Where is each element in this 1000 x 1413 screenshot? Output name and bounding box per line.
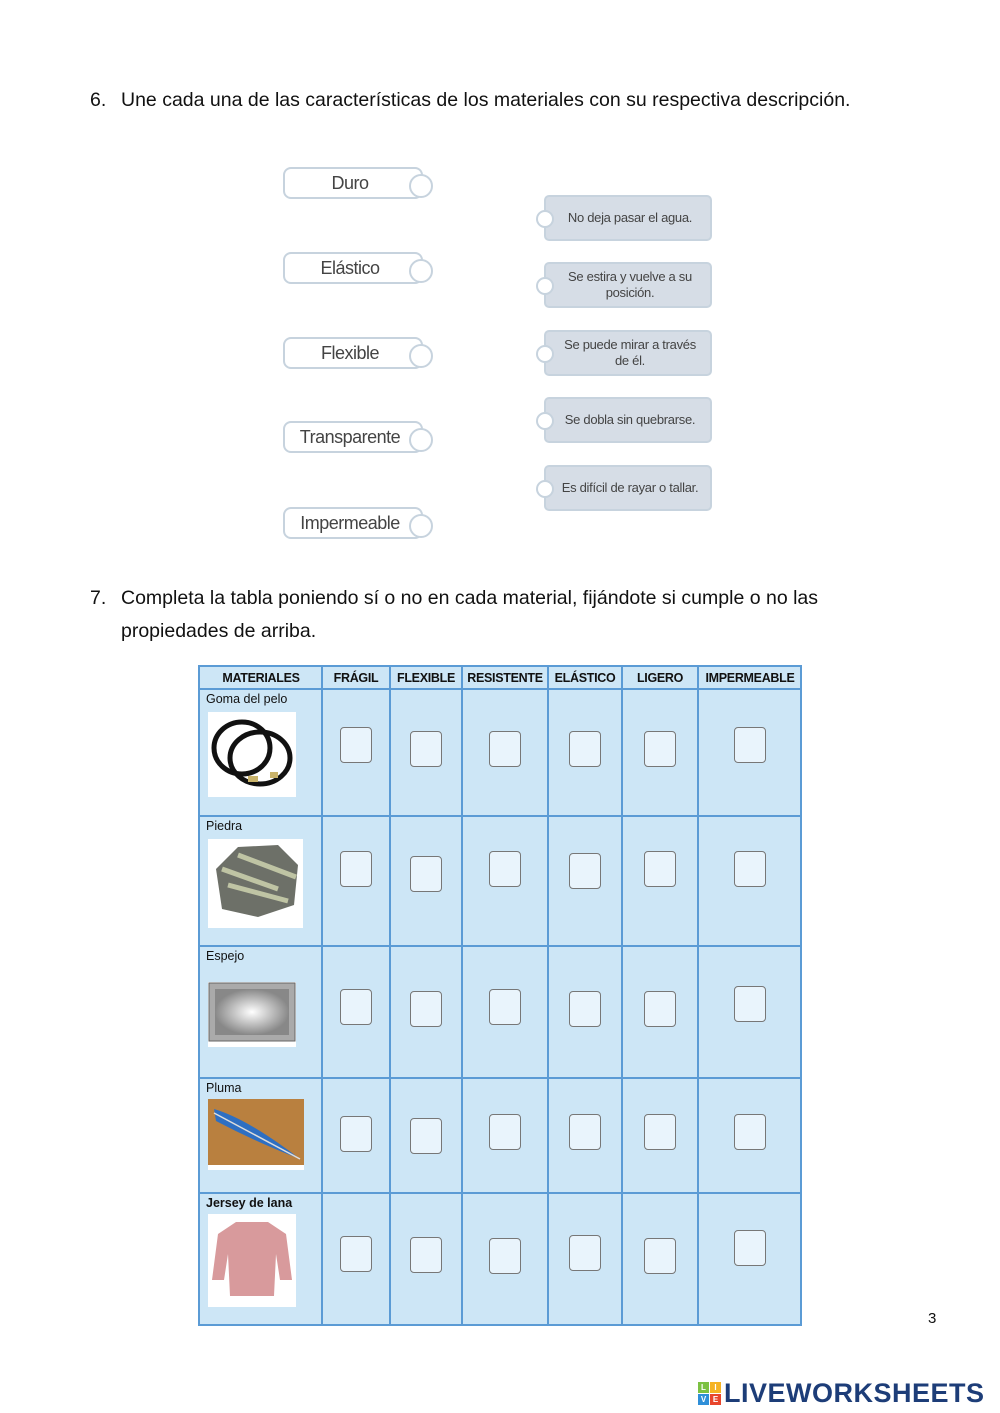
connector-dot[interactable] bbox=[536, 277, 554, 295]
match-term-label: Transparente bbox=[299, 426, 401, 447]
answer-input[interactable] bbox=[644, 1238, 676, 1274]
logo-tile: L bbox=[698, 1382, 709, 1393]
answer-input[interactable] bbox=[644, 851, 676, 887]
material-image bbox=[208, 839, 303, 928]
column-divider bbox=[697, 667, 699, 1324]
match-term-label: Impermeable bbox=[300, 512, 400, 533]
column-header: FRÁGIL bbox=[333, 671, 379, 685]
column-header: LIGERO bbox=[636, 671, 684, 685]
row-divider bbox=[200, 1077, 800, 1079]
match-description[interactable] bbox=[544, 397, 712, 443]
answer-input[interactable] bbox=[410, 991, 442, 1027]
match-term[interactable] bbox=[283, 337, 423, 369]
connector-dot[interactable] bbox=[409, 259, 433, 283]
column-header: FLEXIBLE bbox=[396, 671, 456, 685]
answer-input[interactable] bbox=[569, 1235, 601, 1271]
answer-input[interactable] bbox=[489, 1114, 521, 1150]
answer-input[interactable] bbox=[410, 1118, 442, 1154]
answer-input[interactable] bbox=[489, 1238, 521, 1274]
answer-input[interactable] bbox=[489, 851, 521, 887]
answer-input[interactable] bbox=[489, 731, 521, 767]
question-text: Une cada una de las características de los materiales con su respectiva descripción. bbox=[121, 89, 851, 111]
answer-input[interactable] bbox=[340, 1236, 372, 1272]
answer-input[interactable] bbox=[340, 727, 372, 763]
row-divider bbox=[200, 815, 800, 817]
match-term[interactable] bbox=[283, 252, 423, 284]
answer-input[interactable] bbox=[340, 1116, 372, 1152]
answer-input[interactable] bbox=[340, 851, 372, 887]
match-term-label: Elástico bbox=[320, 257, 380, 278]
match-term[interactable] bbox=[283, 421, 423, 453]
logo-tile: V bbox=[698, 1394, 709, 1405]
connector-dot[interactable] bbox=[409, 174, 433, 198]
logo-tile: I bbox=[710, 1382, 721, 1393]
answer-input[interactable] bbox=[569, 853, 601, 889]
answer-input[interactable] bbox=[489, 989, 521, 1025]
material-name: Piedra bbox=[206, 819, 243, 833]
answer-input[interactable] bbox=[734, 851, 766, 887]
answer-input[interactable] bbox=[644, 1114, 676, 1150]
logo-tile: E bbox=[710, 1394, 721, 1405]
answer-input[interactable] bbox=[410, 1237, 442, 1273]
connector-dot[interactable] bbox=[409, 428, 433, 452]
question-text: Completa la tabla poniendo sí o no en cada material, fijándote si cumple o no las bbox=[121, 587, 819, 609]
answer-input[interactable] bbox=[644, 731, 676, 767]
answer-input[interactable] bbox=[644, 991, 676, 1027]
answer-input[interactable] bbox=[734, 727, 766, 763]
match-description-label: Se estira y vuelve a su posición. bbox=[568, 269, 692, 300]
column-header: ELÁSTICO bbox=[554, 671, 616, 685]
material-name: Jersey de lana bbox=[206, 1196, 293, 1210]
connector-dot[interactable] bbox=[536, 345, 554, 363]
question-number: 6. bbox=[90, 89, 107, 111]
match-description-label: Es difícil de rayar o tallar. bbox=[561, 480, 699, 495]
material-name: Espejo bbox=[206, 949, 245, 963]
material-name: Pluma bbox=[206, 1081, 242, 1095]
match-description-label: Se puede mirar a través de él. bbox=[564, 337, 696, 368]
match-description-label: No deja pasar el agua. bbox=[567, 210, 693, 225]
column-divider bbox=[621, 667, 623, 1324]
match-description[interactable] bbox=[544, 262, 712, 308]
match-description[interactable] bbox=[544, 330, 712, 376]
match-description-label: Se dobla sin quebrarse. bbox=[564, 412, 696, 427]
answer-input[interactable] bbox=[569, 1114, 601, 1150]
match-term-label: Duro bbox=[331, 172, 369, 193]
answer-input[interactable] bbox=[569, 991, 601, 1027]
match-term[interactable] bbox=[283, 507, 423, 539]
question-text-line2: propiedades de arriba. bbox=[121, 620, 317, 642]
column-divider bbox=[321, 667, 323, 1324]
answer-input[interactable] bbox=[734, 986, 766, 1022]
logo-tiles bbox=[698, 1382, 721, 1405]
material-image bbox=[208, 1099, 304, 1170]
column-divider bbox=[461, 667, 463, 1324]
materials-table bbox=[198, 665, 802, 1326]
question-number: 7. bbox=[90, 587, 107, 609]
connector-dot[interactable] bbox=[409, 514, 433, 538]
column-divider bbox=[389, 667, 391, 1324]
answer-input[interactable] bbox=[410, 731, 442, 767]
page-number: 3 bbox=[928, 1310, 937, 1327]
connector-dot[interactable] bbox=[536, 480, 554, 498]
material-name: Goma del pelo bbox=[206, 692, 288, 706]
answer-input[interactable] bbox=[410, 856, 442, 892]
match-description[interactable] bbox=[544, 465, 712, 511]
match-description[interactable] bbox=[544, 195, 712, 241]
connector-dot[interactable] bbox=[536, 412, 554, 430]
column-divider bbox=[547, 667, 549, 1324]
column-header: MATERIALES bbox=[222, 671, 300, 685]
match-term[interactable] bbox=[283, 167, 423, 199]
match-term-label: Flexible bbox=[320, 342, 380, 363]
material-image bbox=[208, 982, 296, 1047]
liveworksheets-logo bbox=[698, 1378, 985, 1409]
logo-text: LIVEWORKSHEETS bbox=[724, 1378, 985, 1408]
answer-input[interactable] bbox=[569, 731, 601, 767]
answer-input[interactable] bbox=[734, 1114, 766, 1150]
connector-dot[interactable] bbox=[536, 210, 554, 228]
answer-input[interactable] bbox=[734, 1230, 766, 1266]
answer-input[interactable] bbox=[340, 989, 372, 1025]
row-divider bbox=[200, 1192, 800, 1194]
material-image bbox=[208, 1214, 296, 1307]
material-image bbox=[208, 712, 296, 797]
column-header: IMPERMEABLE bbox=[705, 671, 795, 685]
connector-dot[interactable] bbox=[409, 344, 433, 368]
row-divider bbox=[200, 945, 800, 947]
column-header: RESISTENTE bbox=[467, 671, 543, 685]
